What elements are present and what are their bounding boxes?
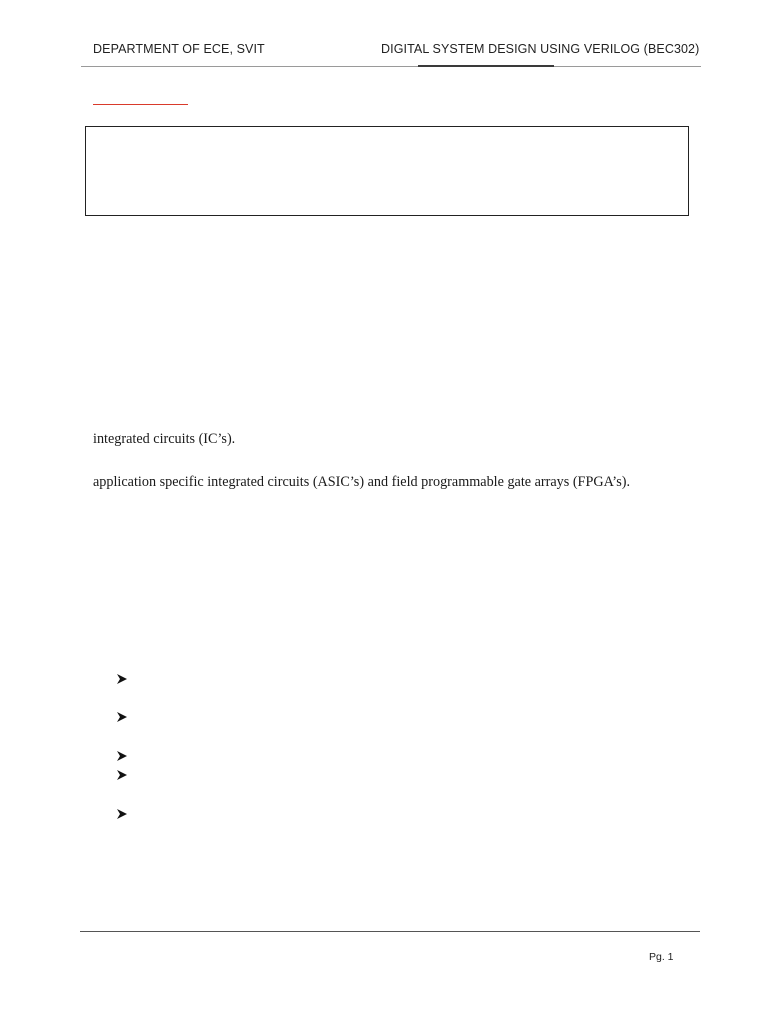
- arrowhead-bullet-icon: [116, 711, 130, 725]
- header-department: DEPARTMENT OF ECE, SVIT: [93, 42, 265, 56]
- footer-divider: [80, 931, 700, 932]
- body-paragraph-2: application specific integrated circuits (ASIC’s) and field programmable gate arrays (FPGA’s).: [93, 474, 630, 490]
- header-divider-accent: [418, 65, 554, 67]
- arrowhead-bullet-icon: [116, 769, 130, 783]
- bordered-text-box: [85, 126, 689, 216]
- heading-underline: [93, 104, 188, 105]
- page-number: Pg. 1: [649, 951, 674, 963]
- header-course-title: DIGITAL SYSTEM DESIGN USING VERILOG (BEC302): [381, 42, 700, 56]
- body-paragraph-1: integrated circuits (IC’s).: [93, 431, 236, 447]
- arrowhead-bullet-icon: [116, 673, 130, 687]
- arrowhead-bullet-icon: [116, 750, 130, 764]
- arrowhead-bullet-icon: [116, 808, 130, 822]
- header-divider: [81, 66, 701, 67]
